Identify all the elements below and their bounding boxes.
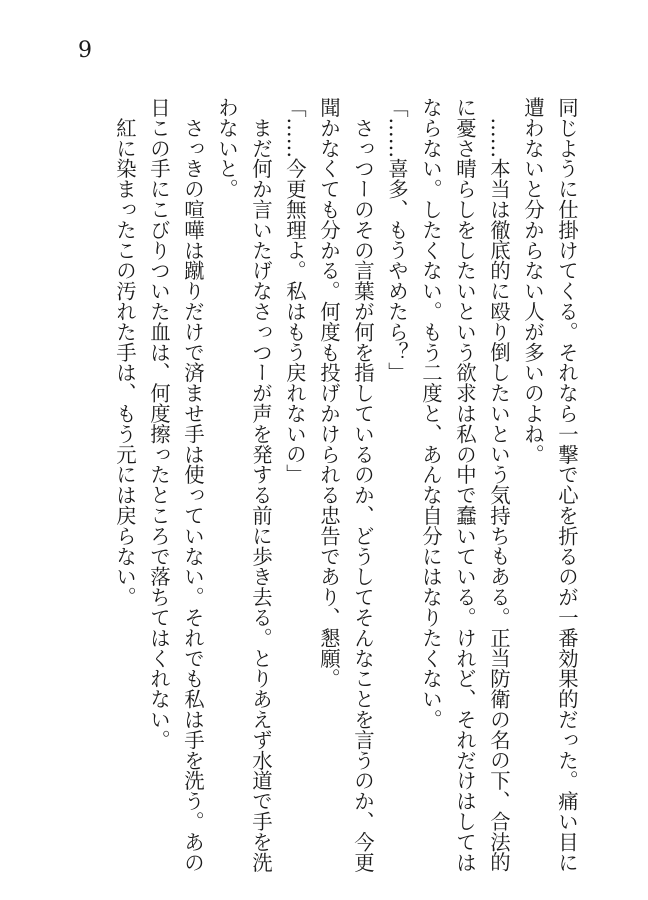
text-line-3: ……本当は徹底的に殴り倒したいという気持ちもある。正当防衛の名の下、合法的 bbox=[487, 97, 511, 873]
text-line-7: さっつーのその言葉が何を指しているのか、どうしてそんなことを言うのか、今更 bbox=[351, 97, 375, 873]
text-line-2: 遭わないと分からない人が多いのよね。 bbox=[521, 97, 545, 465]
text-line-6: 「……喜多、もうやめたら？」 bbox=[385, 97, 409, 383]
text-line-14: 紅に染まったこの汚れた手は、もう元には戻らない。 bbox=[113, 97, 137, 607]
text-line-10: まだ何か言いたげなさっつーが声を発する前に歩き去る。とりあえず水道で手を洗 bbox=[249, 97, 273, 873]
text-line-9: 「……今更無理よ。私はもう戻れないの」 bbox=[283, 97, 307, 485]
text-line-12: さっきの喧嘩は蹴りだけで済ませ手は使っていない。それでも私は手を洗う。あの bbox=[181, 97, 205, 873]
text-line-5: ならない。したくない。もう二度と、あんな自分にはなりたくない。 bbox=[419, 97, 443, 730]
text-line-11: わないと。 bbox=[215, 97, 239, 199]
text-line-8: 聞かなくても分かる。何度も投げかけられる忠告であり、懇願。 bbox=[317, 97, 341, 689]
text-line-13: 日この手にこびりついた血は、何度擦ったところで落ちてはくれない。 bbox=[147, 97, 171, 750]
text-line-1: 同じように仕掛けてくる。それなら一撃で心を折るのが一番効果的だった。痛い目に bbox=[555, 97, 579, 873]
vertical-text-body bbox=[108, 97, 584, 873]
page-number: 9 bbox=[78, 38, 92, 63]
text-line-4: に憂さ晴らしをしたいという欲求は私の中で蠢いている。けれど、それだけはしては bbox=[453, 97, 477, 873]
